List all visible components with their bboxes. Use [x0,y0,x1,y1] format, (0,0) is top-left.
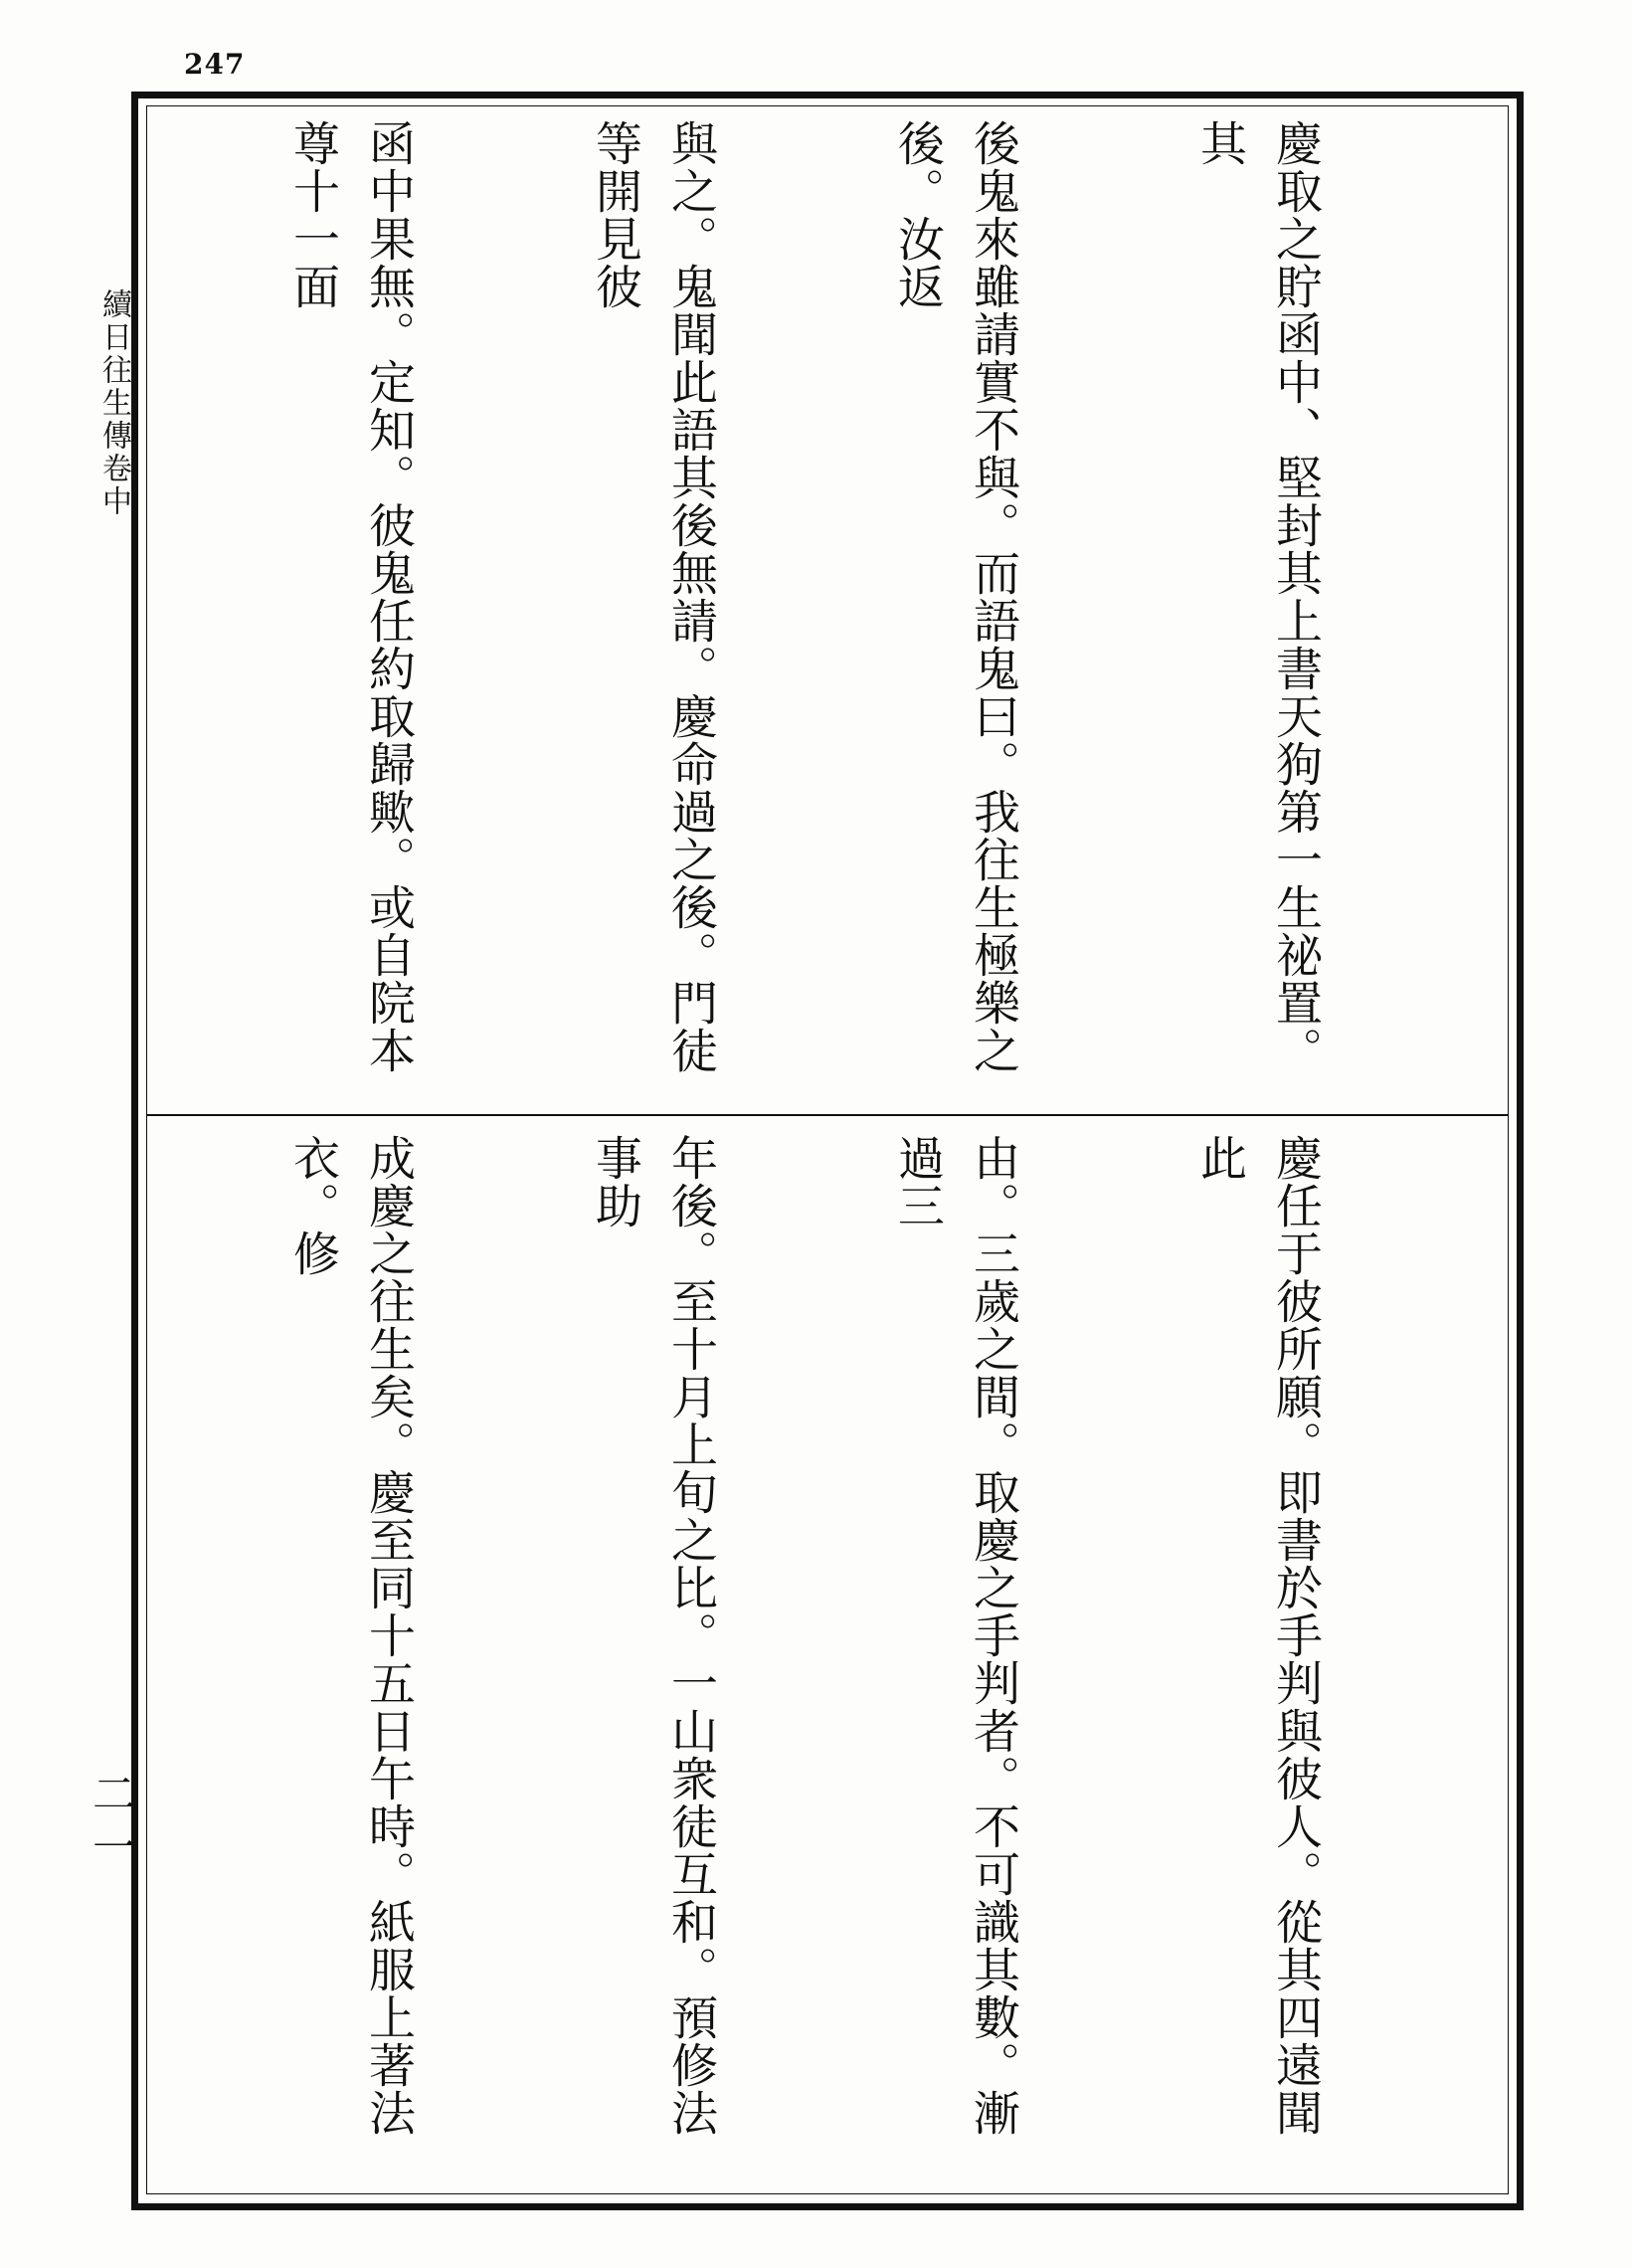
lower-text-block [171,1134,1484,2178]
text-column: 後鬼來雖請實不與。而語鬼曰。我往生極樂之後。汝返 [890,119,1020,1074]
page-number: 247 [184,48,246,81]
section-divider [146,1114,1509,1116]
text-column: 與之。鬼聞此語其後無請。慶命過之後。門徒等開見彼 [588,119,718,1074]
running-header: 續日往生傳卷中 [96,288,131,518]
text-column: 慶任于彼所願。即書於手判與彼人。從其四遠聞此 [1192,1134,1323,2137]
folio-number: 二一 [85,1771,135,1878]
text-column: 成慶之往生矣。慶至同十五日午時。紙服上著法衣。修 [285,1134,416,2137]
text-column: 由。三歲之間。取慶之手判者。不可識其數。漸過三 [890,1134,1020,2137]
text-column: 慶取之貯函中、堅封其上書天狗第一生祕置。其 [1192,119,1323,1074]
upper-text-block [171,119,1484,1099]
text-column: 年後。至十月上旬之比。一山衆徒互和。預修法事助 [588,1134,718,2137]
text-column: 函中果無。定知。彼鬼任約取歸歟。或自院本尊十一面 [285,119,416,1074]
